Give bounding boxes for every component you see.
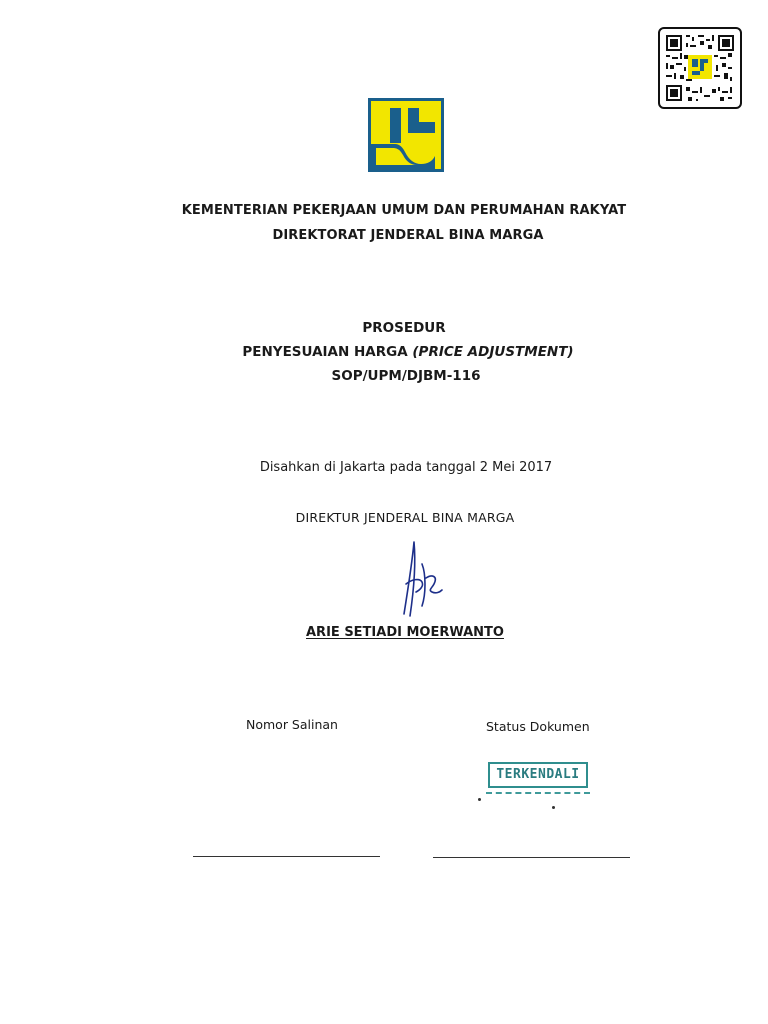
controlled-stamp: [476, 760, 592, 810]
ministry-logo-icon: [368, 98, 444, 172]
document-status-line: [433, 857, 630, 858]
stamp-dashed-line: [486, 792, 590, 794]
signature: [392, 534, 452, 624]
signer-name-text: ARIE SETIADI MOERWANTO: [306, 625, 504, 640]
document-status-label: Status Dokumen: [486, 719, 590, 734]
copy-number-line: [193, 856, 380, 857]
qr-code: [658, 27, 742, 109]
procedure-name-italic: (PRICE ADJUSTMENT): [412, 344, 574, 360]
signer-position: DIREKTUR JENDERAL BINA MARGA: [295, 510, 515, 525]
ministry-name: KEMENTERIAN PEKERJAAN UMUM DAN PERUMAHAN RAKYAT: [181, 203, 627, 218]
procedure-label: PROSEDUR: [362, 320, 446, 336]
procedure-name: [24, 344, 768, 360]
signature-icon: [392, 534, 452, 624]
qr-code-icon: [664, 33, 736, 103]
procedure-name-main: PENYESUAIAN HARGA: [242, 344, 413, 360]
stamp-dot: [552, 806, 555, 809]
ministry-logo: [368, 98, 444, 172]
signer-name: [21, 625, 768, 640]
directorate-name: DIREKTORAT JENDERAL BINA MARGA: [272, 228, 544, 243]
procedure-code: SOP/UPM/DJBM-116: [331, 368, 481, 384]
stamp-text: TERKENDALI: [488, 762, 588, 788]
copy-number-label: Nomor Salinan: [246, 717, 338, 732]
ratification-text: Disahkan di Jakarta pada tanggal 2 Mei 2017: [259, 460, 553, 475]
stamp-dot: [478, 798, 481, 801]
